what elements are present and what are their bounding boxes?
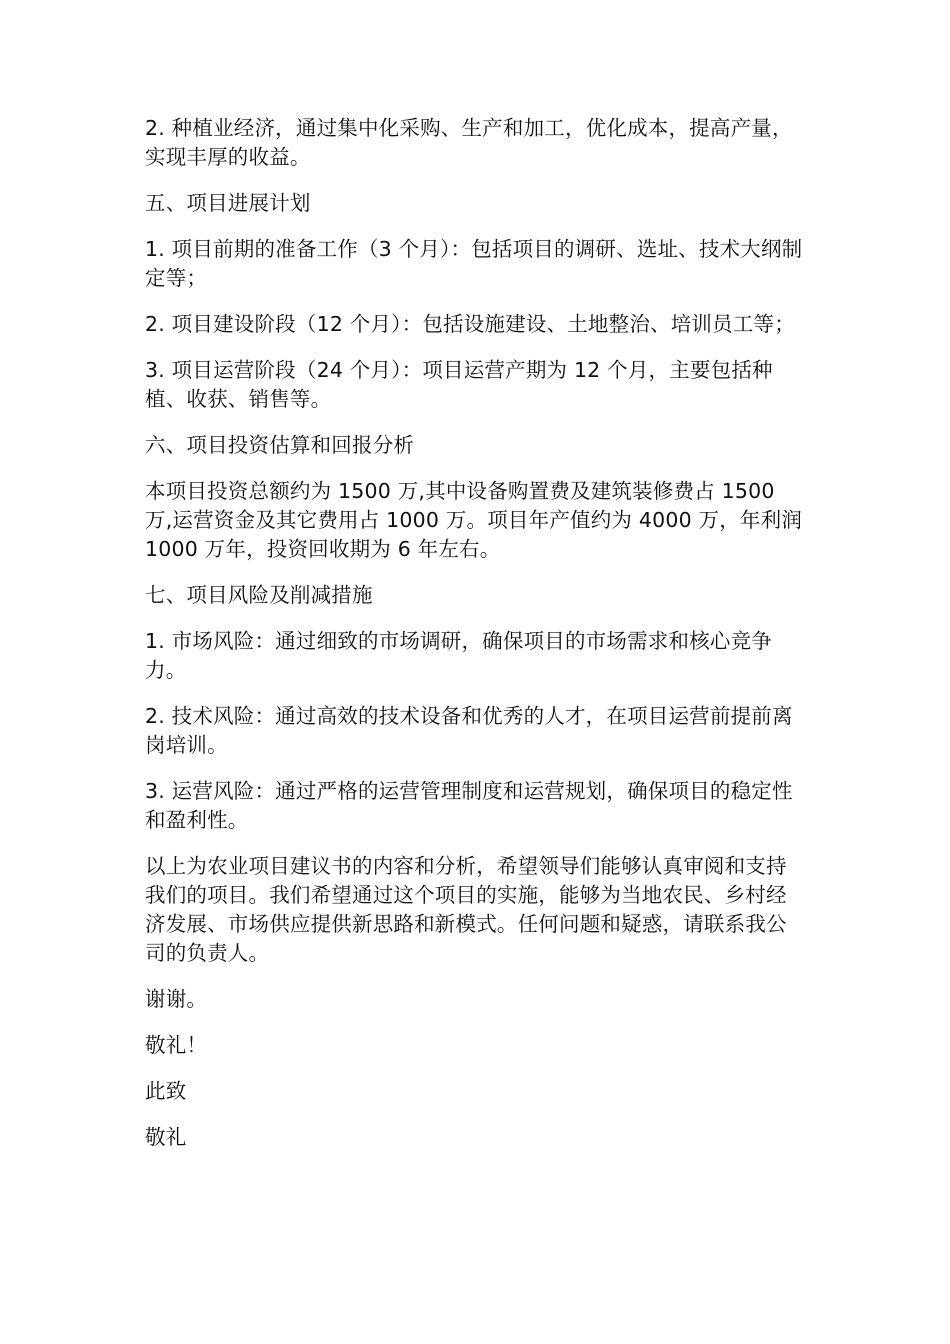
paragraph-investment-details: 本项目投资总额约为 1500 万,其中设备购置费及建筑装修费占 1500 万,运营资金及其它费用占 1000 万。项目年产值约为 4000 万，年利润 1000 万年，投资回收期为 6 年左右。 — [145, 479, 803, 561]
paragraph-salute: 敬礼！ — [145, 1033, 208, 1057]
heading-progress-plan: 五、项目进展计划 — [145, 191, 311, 215]
paragraph-market-risk: 1. 市场风险：通过细致的市场调研，确保项目的市场需求和核心竞争力。 — [145, 629, 772, 682]
paragraph-construction-phase: 2. 项目建设阶段（12 个月）：包括设施建设、土地整治、培训员工等； — [145, 312, 795, 336]
paragraph-conclusion: 以上为农业项目建议书的内容和分析，希望领导们能够认真审阅和支持我们的项目。我们希望通过这个项目的实施，能够为当地农民、乡村经济发展、市场供应提供新思路和新模式。任何问题和疑惑，请联系我公司的负责人。 — [145, 854, 787, 965]
paragraph-regards: 敬礼 — [145, 1125, 187, 1149]
paragraph-planting-economy: 2. 种植业经济，通过集中化采购、生产和加工，优化成本，提高产量，实现丰厚的收益。 — [145, 116, 793, 169]
paragraph-technical-risk: 2. 技术风险：通过高效的技术设备和优秀的人才，在项目运营前提前离岗培训。 — [145, 704, 793, 757]
paragraph-closing: 此致 — [145, 1079, 187, 1103]
heading-investment-analysis: 六、项目投资估算和回报分析 — [145, 433, 415, 457]
paragraph-operation-phase: 3. 项目运营阶段（24 个月）：项目运营产期为 12 个月，主要包括种植、收获、销售等。 — [145, 358, 773, 411]
paragraph-preparation-phase: 1. 项目前期的准备工作（3 个月）：包括项目的调研、选址、技术大纲制定等； — [145, 237, 803, 290]
paragraph-operation-risk: 3. 运营风险：通过严格的运营管理制度和运营规划，确保项目的稳定性和盈利性。 — [145, 779, 793, 832]
paragraph-thanks: 谢谢。 — [145, 987, 208, 1011]
document-page — [145, 114, 805, 1169]
heading-risk-measures: 七、项目风险及削减措施 — [145, 583, 373, 607]
